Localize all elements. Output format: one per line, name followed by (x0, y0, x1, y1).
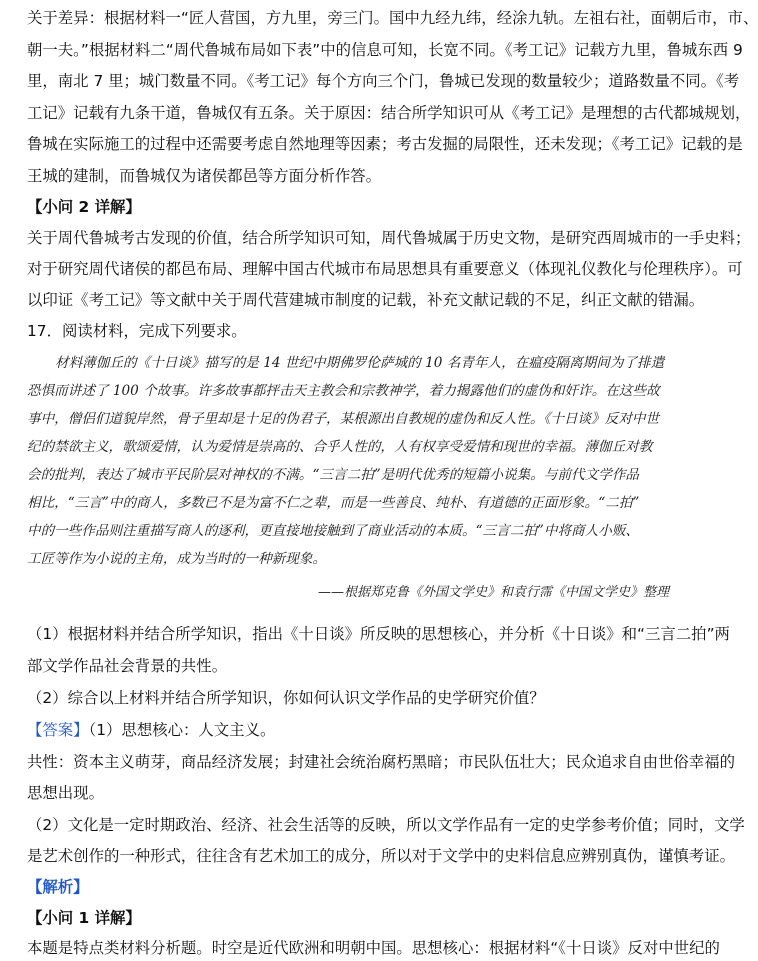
question-part-1-cont: 部文学作品社会背景的共性。 (27, 657, 228, 675)
text-line: 关于差异：根据材料一“匠人营国，方九里，旁三门。国中九经九纬，经涂九轨。左祖右社，面朝后市，市、 (27, 9, 758, 27)
quote-source: ——根据郑克鲁《外国文学史》和袁行霈《中国文学史》整理 (317, 585, 669, 600)
text-line: 以印证《考工记》等文献中关于周代营建城市制度的记载，补充文献记载的不足，纠正文献的错漏。 (27, 291, 705, 309)
quote-line: 工匠等作为小说的主角，成为当时的一种新现象。 (27, 551, 327, 567)
quote-line: 中的一些作品则注重描写商人的逐利，更直接地接触到了商业活动的本质。“三言二拍”中将商人小贩、 (27, 523, 640, 539)
analysis-tag: 【解析】 (27, 878, 89, 896)
answer-line: 思想出现。 (27, 784, 104, 802)
quote-line: 纪的禁欲主义，歌颂爱情，认为爱情是崇高的、合乎人性的，人有权享受爱情和现世的幸福。薄伽丘对教 (27, 439, 653, 455)
text-line: 鲁城在实际施工的过程中还需要考虑自然地理等因素；考古发掘的局限性，还未发现；《考工记》记载的是 (27, 135, 743, 153)
answer-line: （2）文化是一定时期政治、经济、社会生活等的反映，所以文学作品有一定的史学参考价值；同时，文学 (27, 816, 745, 834)
answer-tag: 【答案】 (27, 721, 89, 739)
section-2-heading: 【小问 2 详解】 (27, 198, 141, 216)
section-1-heading: 【小问 1 详解】 (27, 909, 141, 927)
answer-line: 是艺术创作的一种形式，往往含有艺术加工的成分，所以对于文学中的史料信息应辨别真伪，谨慎考证。 (27, 847, 735, 865)
quote-line: 材料薄伽丘的《十日谈》描写的是 14 世纪中期佛罗伦萨城的 10 名青年人，在瘟疫隔离期间为了排遣 (55, 355, 665, 371)
question-part-1: （1）根据材料并结合所学知识，指出《十日谈》所反映的思想核心，并分析《十日谈》和“三言二拍”两 (27, 625, 730, 643)
text-line: 里，南北 7 里；城门数量不同。《考工记》每个方向三个门，鲁城已发现的数量较少；道路数量不同。《考 (27, 72, 740, 90)
quote-line: 相比，“三言”中的商人，多数已不是为富不仁之辈，而是一些善良、纯朴、有道德的正面形象。“二拍” (27, 495, 640, 511)
text-line: 工记》记载有九条干道，鲁城仅有五条。关于原因：结合所学知识可从《考工记》是理想的古代都城规划， (27, 104, 751, 122)
answer-text: （1）思想核心：人文主义。 (88, 721, 276, 739)
answer-line (27, 720, 669, 740)
text-line: 对于研究周代诸侯的都邑布局、理解中国古代城市布局思想具有重要意义（体现礼仪教化与伦理秩序）。可 (27, 260, 743, 278)
quote-line: 会的批判，表达了城市平民阶层对神权的不满。“三言二拍”是明代优秀的短篇小说集。与前代文学作品 (27, 467, 640, 483)
text-line: 朝一夫。”根据材料二“周代鲁城布局如下表”中的信息可知，长宽不同。《考工记》记载方九里，鲁城东西 9 (27, 41, 743, 59)
question-part-2: （2）综合以上材料并结合所学知识，你如何认识文学作品的史学研究价值？ (27, 689, 545, 707)
text-line: 关于周代鲁城考古发现的价值，结合所学知识可知，周代鲁城属于历史文物，是研究西周城市的一手史料； (27, 229, 751, 247)
quote-line: 恐惧而讲述了 100 个故事。许多故事都抨击天主教会和宗教神学，着力揭露他们的虚伪和奸诈。在这些故 (27, 383, 660, 399)
answer-line: 共性：资本主义萌芽，商品经济发展；封建社会统治腐朽黑暗；市民队伍壮大；民众追求自由世俗幸福的 (27, 753, 735, 771)
quote-line: 事中，僧侣们道貌岸然，骨子里却是十足的伪君子，某根源出自教规的虚伪和反人性。《十日谈》反对中世 (27, 411, 660, 427)
question-17-title: 17．阅读材料，完成下列要求。 (27, 322, 247, 340)
text-line: 王城的建制，而鲁城仅为诸侯都邑等方面分析作答。 (27, 167, 381, 185)
text-line: 本题是特点类材料分析题。时空是近代欧洲和明朝中国。思想核心：根据材料“《十日谈》反对中世纪的 (27, 939, 720, 957)
